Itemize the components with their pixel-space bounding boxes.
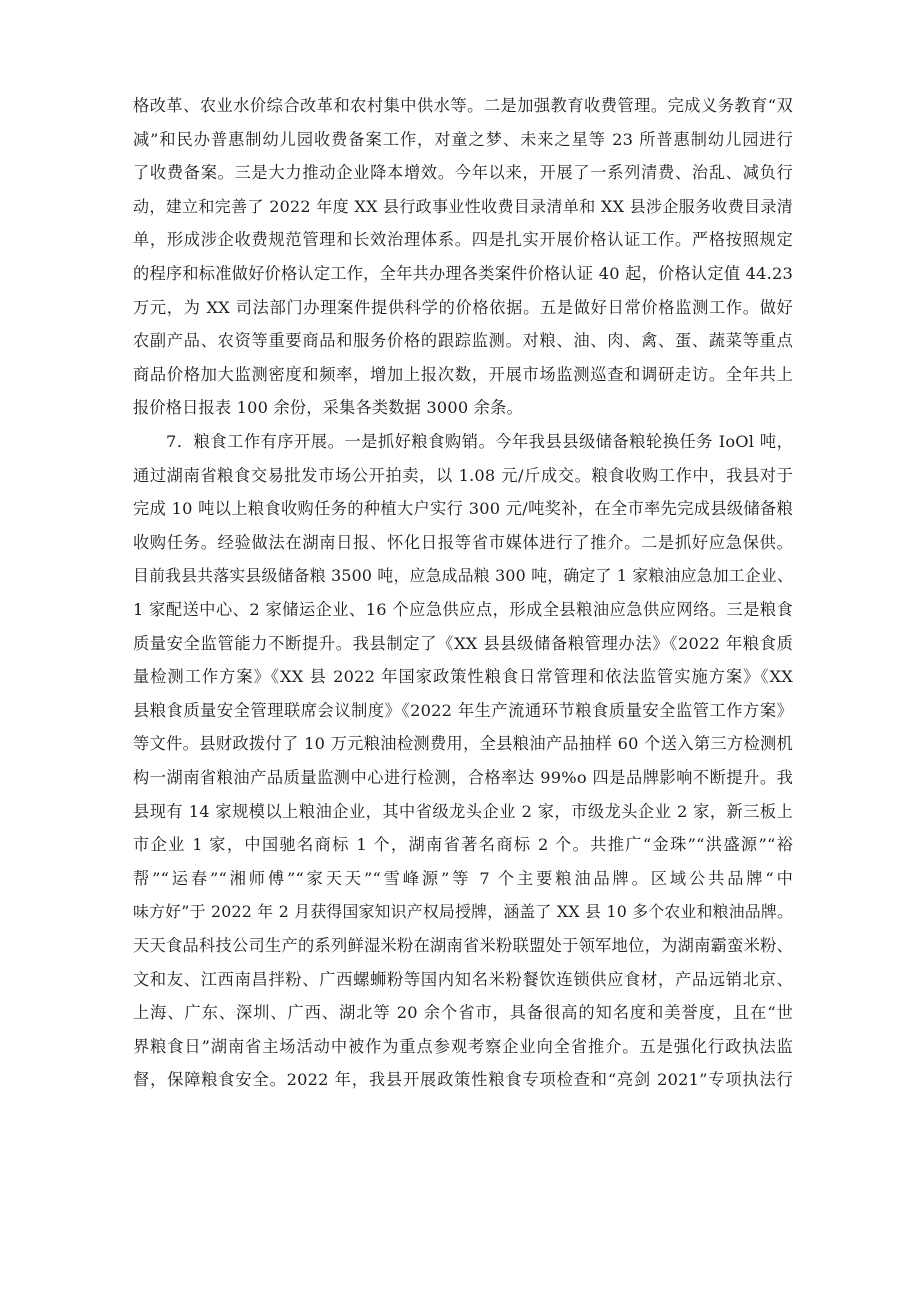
text-line: 县粮食质量安全管理联席会议制度》《2022 年生产流通环节粮食质量安全监管工作方案》 xyxy=(133,700,793,720)
text-line: 报价格日报表 100 余份，采集各类数据 3000 余条。 xyxy=(133,398,523,418)
text-line: 减”和民办普惠制幼儿园收费备案工作，对童之梦、未来之星等 23 所普惠制幼儿园进行 xyxy=(133,129,793,149)
text-line: 督，保障粮食安全。2022 年，我县开展政策性粮食专项检查和“亮剑 2021”专项执法行 xyxy=(133,1070,793,1090)
text-line: 帮”“运春”“湘师傅”“家天天”“雪峰源”等 7 个主要粮油品牌。区域公共品牌“中 xyxy=(133,868,793,888)
text-line: 天天食品科技公司生产的系列鲜湿米粉在湖南省米粉联盟处于领军地位，为湖南霸蛮米粉、 xyxy=(133,935,793,955)
text-line: 构一湖南省粮油产品质量监测中心进行检测，合格率达 99%o 四是品牌影响不断提升。我 xyxy=(133,767,793,787)
text-line: 质量安全监管能力不断提升。我县制定了《XX 县县级储备粮管理办法》《2022 年粮食质 xyxy=(133,633,793,653)
text-line: 上海、广东、深圳、广西、湖北等 20 余个省市，具备很高的知名度和美誉度，且在“世 xyxy=(133,1003,793,1023)
text-line: 界粮食日”湖南省主场活动中被作为重点参观考察企业向全省推介。五是强化行政执法监 xyxy=(133,1036,793,1056)
text-line: 市企业 1 家，中国驰名商标 1 个，湖南省著名商标 2 个。共推广“金珠”“洪盛源”“裕 xyxy=(133,835,793,855)
text-line: 动，建立和完善了 2022 年度 XX 县行政事业性收费目录清单和 XX 县涉企服务收费目录清 xyxy=(133,196,793,216)
text-line: 收购任务。经验做法在湖南日报、怀化日报等省市媒体进行了推介。二是抓好应急保供。 xyxy=(133,532,793,552)
section-heading-line: 7．粮食工作有序开展。一是抓好粮食购销。今年我县县级储备粮轮换任务 IoOl 吨， xyxy=(166,432,793,451)
text-line: 县现有 14 家规模以上粮油企业，其中省级龙头企业 2 家，市级龙头企业 2 家，新三板上 xyxy=(133,801,793,821)
text-line: 通过湖南省粮食交易批发市场公开拍卖，以 1.08 元/斤成交。粮食收购工作中，我县对于 xyxy=(133,465,793,485)
text-line: 目前我县共落实县级储备粮 3500 吨，应急成品粮 300 吨，确定了 1 家粮油应急加工企业、 xyxy=(133,566,793,586)
paragraph-grain-work xyxy=(133,425,793,1097)
text-line: 万元，为 XX 司法部门办理案件提供科学的价格依据。五是做好日常价格监测工作。做好 xyxy=(133,297,793,317)
text-line: 量检测工作方案》《XX 县 2022 年国家政策性粮食日常管理和依法监管实施方案》《XX xyxy=(133,667,793,687)
text-line: 1 家配送中心、2 家储运企业、16 个应急供应点，形成全县粮油应急供应网络。三是粮食 xyxy=(133,599,793,619)
text-line: 单，形成涉企收费规范管理和长效治理体系。四是扎实开展价格认证工作。严格按照规定 xyxy=(133,230,793,250)
text-line: 了收费备案。三是大力推动企业降本增效。今年以来，开展了一系列清费、治乱、减负行 xyxy=(133,163,793,183)
text-line: 味方好”于 2022 年 2 月获得国家知识产权局授牌，涵盖了 XX 县 10 多个农业和粮油品牌。 xyxy=(133,902,793,922)
text-line: 完成 10 吨以上粮食收购任务的种植大户实行 300 元/吨奖补，在全市率先完成县级储备粮 xyxy=(133,499,793,519)
text-line: 文和友、江西南昌拌粉、广西螺蛳粉等国内知名米粉餐饮连锁供应食材，产品远销北京、 xyxy=(133,969,793,989)
text-line: 的程序和标准做好价格认定工作，全年共办理各类案件价格认证 40 起，价格认定值 44.23 xyxy=(133,263,793,283)
paragraph-price-work xyxy=(133,89,793,425)
text-line: 等文件。县财政拨付了 10 万元粮油检测费用，全县粮油产品抽样 60 个送入第三方检测机 xyxy=(133,734,793,754)
text-line: 商品价格加大监测密度和频率，增加上报次数，开展市场监测巡查和调研走访。全年共上 xyxy=(133,364,793,384)
text-line: 格改革、农业水价综合改革和农村集中供水等。二是加强教育收费管理。完成义务教育“双 xyxy=(133,96,793,115)
text-line: 农副产品、农资等重要商品和服务价格的跟踪监测。对粮、油、肉、禽、蛋、蔬菜等重点 xyxy=(133,331,793,351)
